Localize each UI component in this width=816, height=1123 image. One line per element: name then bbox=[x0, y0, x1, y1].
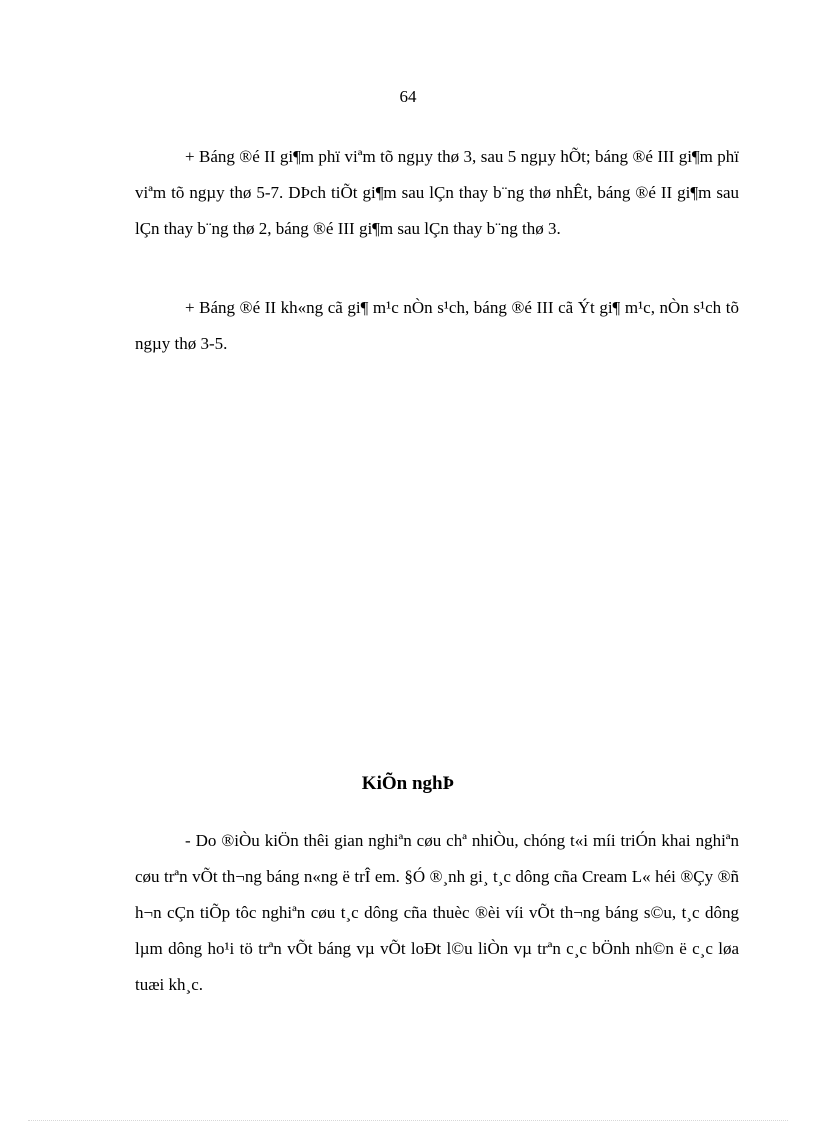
body-paragraph-pseudomembrane: + Báng ®é II kh«ng cã gi¶ m¹c nÒn s¹ch, báng ®é III cã Ýt gi¶ m¹c, nÒn s¹ch tõ ngµy thø 3-5. bbox=[135, 298, 739, 353]
body-paragraph-burn-healing: + Báng ®é II gi¶m phï viªm tõ ngµy thø 3, sau 5 ngµy hÕt; báng ®é III gi¶m phï viªm tõ ngµy thø 5-7. DÞch tiÕt gi¶m sau lÇn thay b¨ng thø nhÊt, báng ®é II gi¶m sau lÇn thay b¨ng thø 2, báng ®é III gi¶m sau lÇn thay b¨ng thø 3. bbox=[135, 147, 739, 238]
recommendation-paragraph: - Do ®iÒu kiÖn thêi gian nghiªn cøu chª nhiÒu, chóng t«i míi triÓn khai nghiªn cøu trªn vÕt th¬ng báng n«ng ë trÎ em. §Ó ®¸nh gi¸ t¸c dông cña Cream L« héi ®Çy ®ñ h¬n cÇn tiÕp tôc nghiªn cøu t¸c dông cña thuèc ®èi víi vÕt th¬ng báng s©u, t¸c dông lµm dông ho¹i tö trªn vÕt báng vµ vÕt loÐt l©u liÒn vµ trªn c¸c bÖnh nh©n ë c¸c løa tuæi kh¸c. bbox=[135, 831, 739, 994]
section-heading: KiÕn nghÞ bbox=[361, 773, 455, 794]
page-bottom-divider bbox=[28, 1120, 788, 1121]
page-number: 64 bbox=[399, 87, 417, 106]
